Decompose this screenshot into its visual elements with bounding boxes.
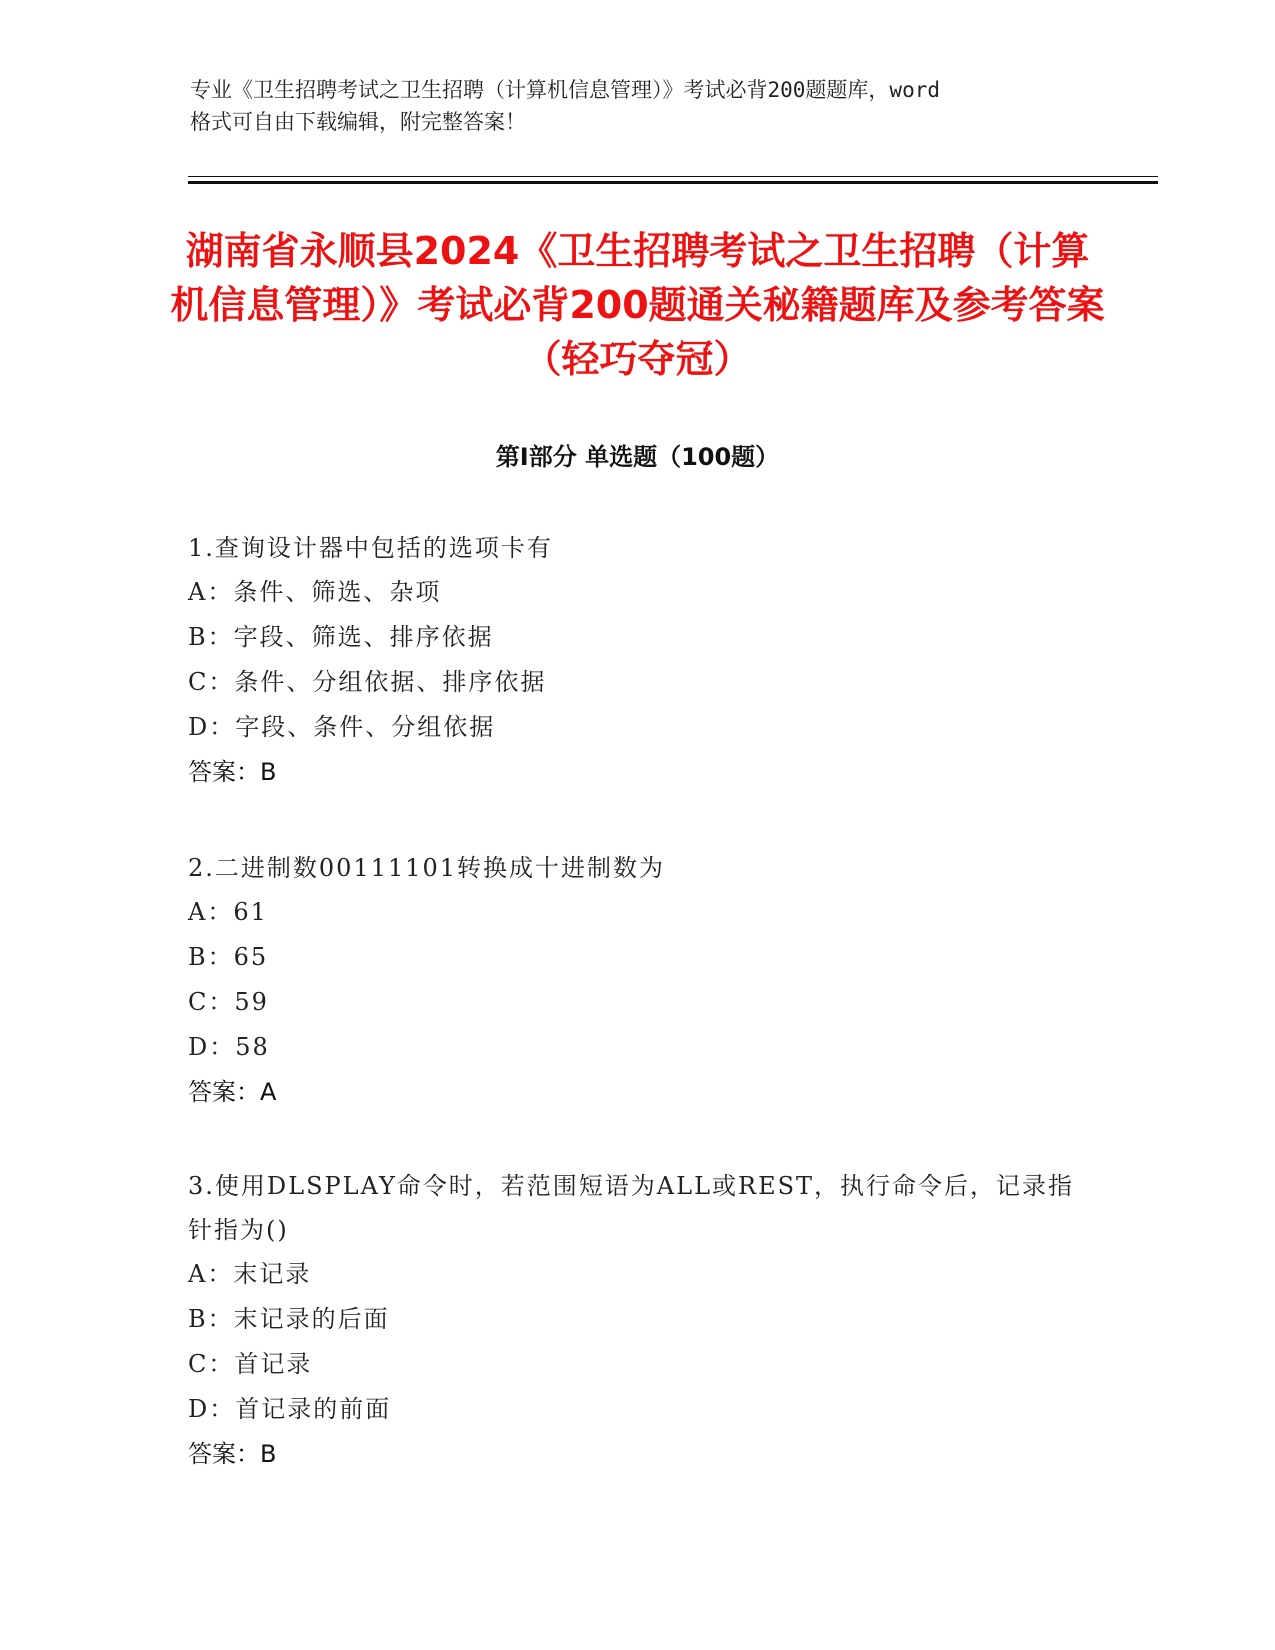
option-d: D：字段、条件、分组依据 [188,713,496,741]
header-note: 专业《卫生招聘考试之卫生招聘（计算机信息管理）》考试必背200题题库，word 格式可自由下载编辑，附完整答案！ [190,78,940,134]
question-2 [188,846,1088,1115]
option-c: C：59 [188,988,269,1016]
option-b: B：末记录的后面 [188,1305,390,1333]
question-stem: 3.使用DLSPLAY命令时，若范围短语为ALL或REST，执行命令后，记录指针指为() [188,1172,1075,1244]
option-a: A：末记录 [188,1260,312,1288]
option-c: C：首记录 [188,1350,313,1378]
header-divider-thin [188,176,1158,177]
option-b: B：65 [188,943,269,971]
option-a: A：61 [188,898,268,926]
section-heading: 第Ⅰ部分 单选题（100题） [495,443,780,471]
question-1 [188,526,1088,795]
answer: 答案：A [188,1078,277,1106]
question-3 [188,1164,1088,1477]
option-b: B：字段、筛选、排序依据 [188,623,494,651]
document-title: 湖南省永顺县2024《卫生招聘考试之卫生招聘（计算机信息管理）》考试必背200题通关秘籍题库及参考答案（轻巧夺冠） [170,229,1105,381]
question-stem: 1.查询设计器中包括的选项卡有 [188,534,553,562]
option-d: D：首记录的前面 [188,1395,392,1423]
option-d: D：58 [188,1033,270,1061]
header-divider-thick [188,181,1158,184]
answer: 答案：B [188,1440,277,1468]
option-a: A：条件、筛选、杂项 [188,578,442,606]
answer: 答案：B [188,758,277,786]
option-c: C：条件、分组依据、排序依据 [188,668,547,696]
question-stem: 2.二进制数00111101转换成十进制数为 [188,854,666,882]
